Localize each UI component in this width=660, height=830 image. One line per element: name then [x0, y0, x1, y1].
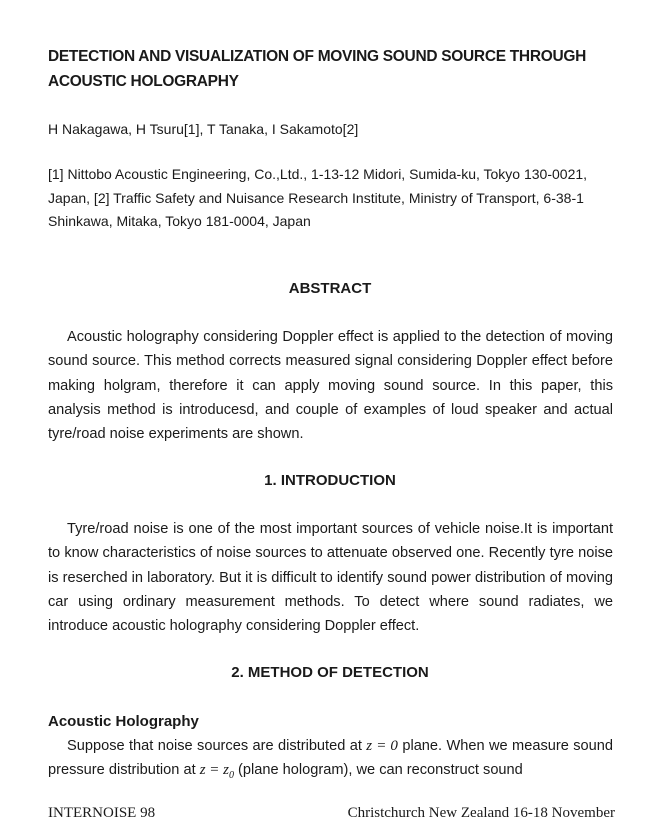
introduction-heading: 1. INTRODUCTION: [264, 472, 396, 489]
math-z-subscript: 0: [229, 770, 234, 782]
method-text-part3: (plane hologram), we can reconstruct sound: [234, 762, 523, 779]
introduction-text: Tyre/road noise is one of the most important sources of vehicle noise.It is important to know characteristics of noise sources to attenuate observed one. Recently tyre noise is reserched in laboratory. But it is difficult to identify sound power distribution of moving car using ordinary measurement methods. To detect where sound radiates, we introduce acoustic holography considering Doppler effect.: [48, 521, 613, 635]
method-heading: 2. METHOD OF DETECTION: [231, 664, 429, 681]
math-z-equals-zero: z = 0: [366, 738, 398, 754]
abstract-heading: ABSTRACT: [288, 280, 372, 297]
math-z-base: z = z: [199, 762, 229, 779]
method-text-part2: plane. When we measure sound pressure distribution at: [48, 738, 613, 779]
footer-conference: INTERNOISE 98: [48, 805, 156, 821]
paper-title: DETECTION AND VISUALIZATION OF MOVING SOUND SOURCE THROUGH ACOUSTIC HOLOGRAPHY: [48, 48, 587, 90]
method-text-part1: Suppose that noise sources are distributed at: [67, 738, 367, 754]
math-z-equals-z0: [199, 762, 234, 782]
abstract-text: Acoustic holography considering Doppler effect is applied to the detection of moving sound source. This method corrects measured signal considering Doppler effect before making holgram, therefore it can apply moving sound source. In this paper, this analysis method is introducesd, and couple of examples of loud speaker and actual tyre/road noise experiments are shown.: [48, 329, 613, 443]
affiliations: [1] Nittobo Acoustic Engineering, Co.,Ltd., 1-13-12 Midori, Sumida-ku, Tokyo 130-0021, Japan, [2] Traffic Safety and Nuisance Research Institute, Ministry of Transport, 6-38-1 Shinkawa, Mitaka, Tokyo 181-0004, Japan: [48, 166, 588, 229]
footer-location-date: Christchurch New Zealand 16-18 November: [347, 805, 615, 821]
acoustic-holography-subheading: Acoustic Holography: [48, 713, 199, 730]
author-list: H Nakagawa, H Tsuru[1], T Tanaka, I Sakamoto[2]: [48, 121, 359, 137]
method-text: [48, 734, 613, 789]
